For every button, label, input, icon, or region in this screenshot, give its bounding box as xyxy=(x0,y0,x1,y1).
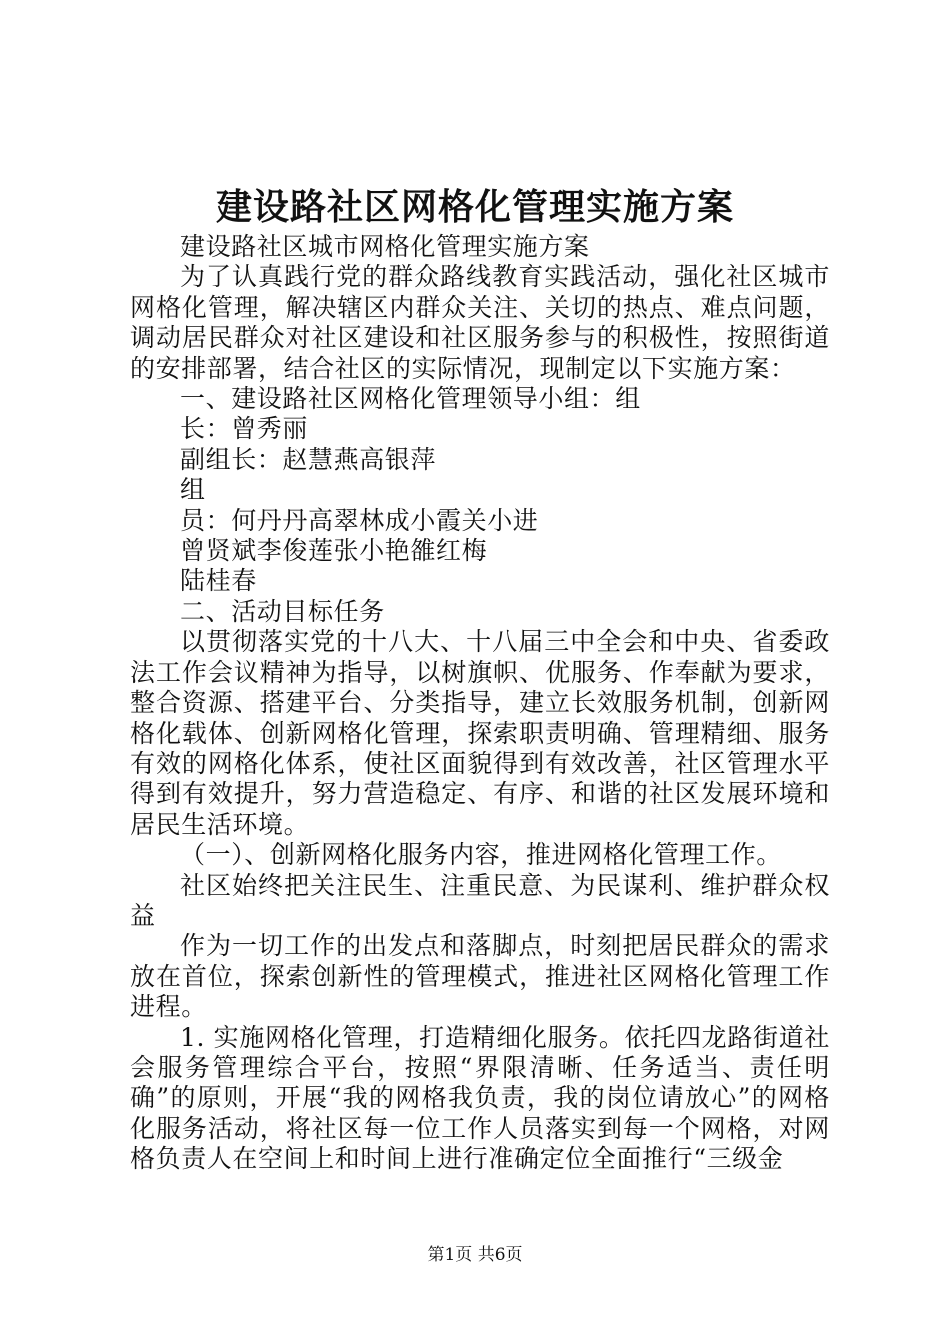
document-title: 建设路社区网格化管理实施方案 xyxy=(215,186,734,228)
page-footer: 第1页 共6页 xyxy=(427,1245,523,1265)
paragraph-section-2-heading: 二、活动目标任务 xyxy=(180,596,385,626)
paragraph-subtitle: 建设路社区城市网格化管理实施方案 xyxy=(180,232,590,261)
paragraph-team-leader: 长：曾秀丽 xyxy=(180,414,309,444)
paragraph-work-principle: 作为一切工作的出发点和落脚点，时刻把居民群众的需求放在首位，探索创新性的管理模式，推进社区网格化管理工作进程。 xyxy=(130,931,830,1022)
paragraph-goals: 以贯彻落实党的十八大、十八届三中全会和中央、省委政法工作会议精神为指导，以树旗帜、优服务、作奉献为要求，整合资源、搭建平台、分类指导，建立长效服务机制，创新网格化载体、创新网格化管理，探索职责明确、管理精细、服务有效的网格化体系，使社区面貌得到有效改善，社区管理水平得到有效提升，努力营造稳定、有序、和谐的社区发展环境和居民生活环境。 xyxy=(130,627,830,839)
paragraph-subsection-1-heading: （一）、创新网格化服务内容，推进网格化管理工作。 xyxy=(180,840,782,870)
paragraph-members-label: 组 xyxy=(180,475,206,505)
paragraph-intro: 为了认真践行党的群众路线教育实践活动，强化社区城市网格化管理，解决辖区内群众关注、关切的热点、难点问题，调动居民群众对社区建设和社区服务参与的积极性，按照街道的安排部署，结合社区的实际情况，现制定以下实施方案： xyxy=(130,262,830,383)
paragraph-members-3: 陆桂春 xyxy=(180,566,257,596)
document-body xyxy=(130,232,830,1175)
paragraph-members-1: 员：何丹丹高翠林成小霞关小进 xyxy=(180,505,539,535)
paragraph-item-1: 1. 实施网格化管理，打造精细化服务。依托四龙路街道社会服务管理综合平台，按照“界限清晰、任务适当、责任明确”的原则，开展“我的网格我负责，我的岗位请放心”的网格化服务活动，将社区每一位工作人员落实到每一个网格，对网格负责人在空间上和时间上进行准确定位全面推行“三级金 xyxy=(130,1022,830,1174)
paragraph-section-1-heading: 一、建设路社区网格化管理领导小组：组 xyxy=(180,384,641,414)
paragraph-community-focus: 社区始终把关注民生、注重民意、为民谋利、维护群众权益 xyxy=(130,870,830,930)
paragraph-members-2: 曾贤斌李俊莲张小艳雒红梅 xyxy=(180,536,488,566)
paragraph-deputy-leader: 副组长：赵慧燕高银萍 xyxy=(180,444,437,474)
